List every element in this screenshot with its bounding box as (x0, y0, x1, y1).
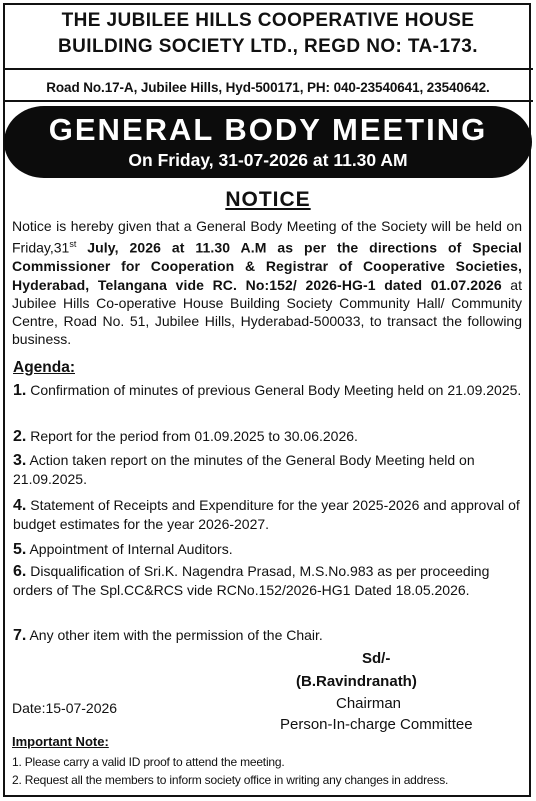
banner-title: GENERAL BODY MEETING (48, 112, 488, 147)
notice-text-start: Notice is hereby given that a General Body Meeting of the Society will be held on Friday,31 (12, 218, 522, 256)
signatory-name: (B.Ravindranath) (296, 673, 417, 690)
meeting-banner (4, 106, 532, 178)
header-divider-bottom (3, 100, 533, 102)
agenda-item-text: Report for the period from 01.09.2025 to 30.06.2026. (30, 428, 358, 444)
agenda-item (13, 451, 525, 488)
society-address: Road No.17-A, Jubilee Hills, Hyd-500171, PH: 040-23540641, 23540642. (46, 80, 490, 95)
agenda-item-text: Disqualification of Sri.K. Nagendra Prasad, M.S.No.983 as per proceeding orders of The Spl.CC&RCS vide RCNo.152/2026-HG1 Dated 18.05.2026. (13, 563, 490, 598)
notice-text-bold: July, 2026 at 11.30 A.M as per the directions of Special Commissioner for Cooperation & Registrar of Cooperative Societies, Hyderabad, Telangana vide RC. No:152/ 2026-HG-1 dated 01.07.2026 (12, 239, 522, 293)
agenda-item (13, 626, 525, 645)
agenda-item-number: 6. (13, 563, 27, 580)
agenda-item-text: Statement of Receipts and Expenditure for the year 2025-2026 and approval of budget estimates for the year 2026-2027. (13, 497, 520, 532)
agenda-item-text: Appointment of Internal Auditors. (29, 541, 233, 557)
important-note-heading: Important Note: (12, 734, 109, 749)
agenda-item-text: Confirmation of minutes of previous General Body Meeting held on 21.09.2025. (30, 382, 522, 398)
header-divider-top (3, 68, 533, 70)
signature-sd: Sd/- (362, 650, 391, 667)
society-name-line2: BUILDING SOCIETY LTD., REGD NO: TA-173. (58, 36, 478, 57)
notice-text-end: at Jubilee Hills Co-operative House Building Society Community Hall/ Community Centre, Road No. 51, Jubilee Hills, Hyderabad-500033, to transact the following business. (12, 276, 522, 348)
notice-date: Date:15-07-2026 (12, 700, 118, 716)
agenda-item-text: Action taken report on the minutes of the General Body Meeting held on 21.09.2025. (13, 452, 475, 487)
agenda-item-number: 5. (13, 541, 27, 558)
agenda-item-number: 2. (13, 428, 27, 445)
agenda-item (13, 381, 525, 400)
agenda-item-number: 7. (13, 627, 27, 644)
agenda-item-number: 4. (13, 497, 27, 514)
signatory-role: Person-In-charge Committee (280, 716, 473, 733)
ordinal-suffix: st (69, 239, 77, 250)
important-note-item: 1. Please carry a valid ID proof to attend the meeting. (12, 755, 285, 769)
agenda-item (13, 427, 525, 446)
banner-subtitle: On Friday, 31-07-2026 at 11.30 AM (128, 150, 408, 170)
society-name (0, 8, 536, 60)
notice-heading: NOTICE (225, 188, 311, 211)
important-note-item: 2. Request all the members to inform society office in writing any changes in address. (12, 773, 449, 787)
agenda-item (13, 562, 525, 599)
agenda-item (13, 496, 525, 533)
notice-paragraph (12, 217, 522, 349)
agenda-item-number: 3. (13, 452, 27, 469)
agenda-heading: Agenda: (13, 359, 75, 376)
agenda-item (13, 540, 525, 559)
agenda-item-text: Any other item with the permission of the Chair. (29, 627, 323, 643)
society-name-line1: THE JUBILEE HILLS COOPERATIVE HOUSE (61, 10, 475, 31)
signatory-title: Chairman (336, 695, 402, 712)
agenda-item-number: 1. (13, 382, 27, 399)
